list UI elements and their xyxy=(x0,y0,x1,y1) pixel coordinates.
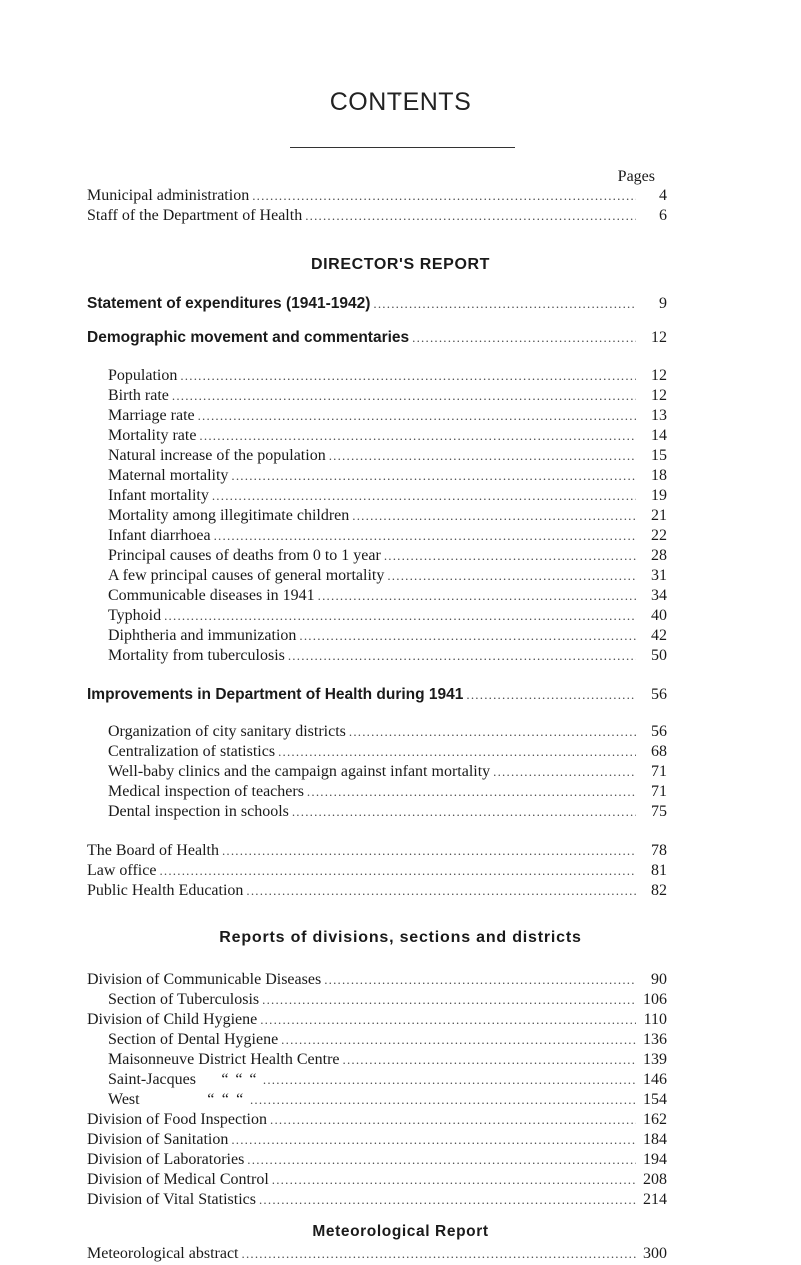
toc-entry xyxy=(87,881,667,901)
toc-entry-page: 9 xyxy=(659,295,667,312)
toc-entry-page: 78 xyxy=(651,842,667,859)
leader-dots xyxy=(466,685,636,705)
toc-entry-page: 6 xyxy=(659,207,667,224)
toc-entry-label: Medical inspection of teachers xyxy=(108,783,304,800)
meteorological-heading: Meteorological Report xyxy=(312,1223,489,1240)
toc-entry-page: 68 xyxy=(651,743,667,760)
toc-entry-page: 208 xyxy=(643,1171,667,1188)
toc-entry-page: 56 xyxy=(651,723,667,740)
toc-entry xyxy=(108,586,667,606)
toc-entry-label: Improvements in Department of Health during 1941 xyxy=(87,686,464,703)
leader-dots xyxy=(299,626,636,646)
leader-dots xyxy=(260,1010,636,1030)
toc-entry-page: 21 xyxy=(651,507,667,524)
toc-entry-page: 12 xyxy=(651,329,667,346)
leader-dots xyxy=(262,990,636,1010)
toc-entry-label: Division of Medical Control xyxy=(87,1171,269,1188)
toc-entry xyxy=(108,626,667,646)
leader-dots xyxy=(288,646,636,666)
leader-dots xyxy=(263,1070,636,1090)
toc-entry-page: 14 xyxy=(651,427,667,444)
toc-entry-page: 34 xyxy=(651,587,667,604)
toc-entry-page: 154 xyxy=(642,1091,667,1108)
leader-dots xyxy=(387,566,636,586)
toc-entry-page: 12 xyxy=(651,367,667,384)
toc-entry xyxy=(108,782,667,802)
leader-dots xyxy=(212,486,636,506)
toc-entry-label: Birth rate xyxy=(108,387,169,404)
toc-entry-page: 139 xyxy=(643,1051,667,1068)
toc-entry xyxy=(108,546,667,566)
toc-entry xyxy=(108,446,667,466)
toc-entry-label: Well-baby clinics and the campaign against infant mortality xyxy=(108,763,491,780)
toc-entry xyxy=(108,762,667,782)
toc-entry-label: Division of Communicable Diseases xyxy=(87,971,322,988)
leader-dots xyxy=(259,1190,636,1210)
page-title: CONTENTS xyxy=(329,88,472,116)
leader-dots xyxy=(352,506,636,526)
toc-entry-page: 19 xyxy=(651,487,667,504)
leader-dots xyxy=(493,762,636,782)
ditto-mark: “ xyxy=(235,1071,243,1088)
leader-dots xyxy=(214,526,636,546)
leader-dots xyxy=(247,1150,636,1170)
toc-entry-label: Mortality among illegitimate children xyxy=(108,507,350,524)
toc-entry xyxy=(108,802,667,822)
leader-dots xyxy=(198,406,636,426)
toc-section-entry xyxy=(87,328,667,348)
title-divider xyxy=(290,147,515,148)
toc-entry xyxy=(87,841,667,861)
leader-dots xyxy=(172,386,636,406)
toc-entry-page: 31 xyxy=(651,567,667,584)
leader-dots xyxy=(164,606,636,626)
toc-entry-page: 82 xyxy=(651,882,667,899)
toc-entry-label: Infant mortality xyxy=(108,487,209,504)
toc-entry xyxy=(108,1090,667,1110)
toc-entry-label: Principal causes of deaths from 0 to 1 year xyxy=(108,547,381,564)
toc-entry-label: Division of Food Inspection xyxy=(87,1111,267,1128)
toc-entry-label: Staff of the Department of Health xyxy=(87,207,303,224)
toc-entry xyxy=(108,386,667,406)
leader-dots xyxy=(222,841,636,861)
toc-entry-label: Marriage rate xyxy=(108,407,195,424)
toc-entry-label: Maternal mortality xyxy=(108,467,229,484)
leader-dots xyxy=(281,1030,636,1050)
leader-dots xyxy=(343,1050,637,1070)
toc-entry-page: 40 xyxy=(651,607,667,624)
leader-dots xyxy=(292,802,636,822)
toc-entry xyxy=(87,1190,667,1210)
leader-dots xyxy=(349,722,636,742)
toc-entry-page: 110 xyxy=(643,1011,667,1028)
toc-entry xyxy=(108,526,667,546)
toc-entry-page: 184 xyxy=(643,1131,667,1148)
toc-entry-page: 146 xyxy=(642,1071,667,1088)
toc-entry-label: The Board of Health xyxy=(87,842,219,859)
toc-entry-page: 13 xyxy=(651,407,667,424)
toc-entry xyxy=(87,1110,667,1130)
toc-entry-page: 18 xyxy=(651,467,667,484)
toc-entry-label: Population xyxy=(108,367,178,384)
leader-dots xyxy=(180,366,636,386)
toc-entry-page: 12 xyxy=(651,387,667,404)
toc-entry xyxy=(108,406,667,426)
leader-dots xyxy=(231,466,636,486)
leader-dots xyxy=(242,1244,637,1264)
toc-entry-label: Centralization of statistics xyxy=(108,743,276,760)
leader-dots xyxy=(246,881,636,901)
toc-entry-label: Demographic movement and commentaries xyxy=(87,329,410,346)
leader-dots xyxy=(252,186,636,206)
toc-entry xyxy=(108,466,667,486)
toc-entry xyxy=(87,186,667,206)
toc-entry xyxy=(87,1170,667,1190)
leader-dots xyxy=(278,742,636,762)
toc-entry-page: 71 xyxy=(651,783,667,800)
toc-entry xyxy=(87,970,667,990)
toc-entry-label: Public Health Education xyxy=(87,882,244,899)
toc-entry xyxy=(108,990,667,1010)
toc-entry-label: Meteorological abstract xyxy=(87,1245,239,1262)
toc-entry xyxy=(87,1010,667,1030)
toc-entry-page: 71 xyxy=(651,763,667,780)
leader-dots xyxy=(384,546,636,566)
toc-entry xyxy=(108,426,667,446)
toc-entry-page: 214 xyxy=(643,1191,667,1208)
toc-entry-page: 136 xyxy=(643,1031,667,1048)
toc-entry-label: Section of Dental Hygiene xyxy=(108,1031,279,1048)
toc-entry-label: Division of Laboratories xyxy=(87,1151,245,1168)
toc-entry-page: 75 xyxy=(651,803,667,820)
director-report-heading: DIRECTOR'S REPORT xyxy=(310,256,491,273)
leader-dots xyxy=(159,861,636,881)
toc-entry-label: Diphtheria and immunization xyxy=(108,627,297,644)
toc-entry-label: Municipal administration xyxy=(87,187,250,204)
toc-entry-page: 194 xyxy=(643,1151,667,1168)
toc-entry-label: Statement of expenditures (1941-1942) xyxy=(87,295,371,312)
toc-entry-label: Natural increase of the population xyxy=(108,447,326,464)
toc-section-entry xyxy=(87,685,667,705)
toc-entry xyxy=(108,566,667,586)
toc-entry-page: 15 xyxy=(651,447,667,464)
leader-dots xyxy=(307,782,636,802)
toc-entry-page: 56 xyxy=(651,686,667,703)
toc-entry xyxy=(87,1130,667,1150)
toc-entry-label: Communicable diseases in 1941 xyxy=(108,587,315,604)
toc-entry xyxy=(108,506,667,526)
toc-entry xyxy=(87,206,667,226)
ditto-mark: “ xyxy=(221,1091,229,1108)
toc-entry-label: Maisonneuve District Health Centre xyxy=(108,1051,340,1068)
toc-entry xyxy=(108,1070,667,1090)
toc-entry xyxy=(108,366,667,386)
toc-entry-label: Typhoid xyxy=(108,607,162,624)
leader-dots xyxy=(231,1130,636,1150)
toc-entry-page: 81 xyxy=(651,862,667,879)
toc-entry-page: 28 xyxy=(651,547,667,564)
toc-entry xyxy=(108,606,667,626)
toc-entry-page: 300 xyxy=(643,1245,667,1262)
toc-entry-label: Division of Sanitation xyxy=(87,1131,229,1148)
toc-entry-label: Section of Tuberculosis xyxy=(108,991,260,1008)
toc-entry xyxy=(108,742,667,762)
toc-entry xyxy=(87,1244,667,1264)
leader-dots xyxy=(324,970,636,990)
toc-entry-page: 42 xyxy=(651,627,667,644)
toc-entry-label: Mortality rate xyxy=(108,427,197,444)
pages-column-label: Pages xyxy=(617,168,655,185)
leader-dots xyxy=(270,1110,636,1130)
toc-entry-label: Saint-Jacques xyxy=(108,1071,196,1088)
toc-entry xyxy=(108,1030,667,1050)
toc-entry-label: West xyxy=(108,1091,140,1108)
toc-entry-page: 106 xyxy=(643,991,667,1008)
toc-entry-label: Organization of city sanitary districts xyxy=(108,723,346,740)
ditto-mark: “ xyxy=(249,1071,257,1088)
toc-section-entry xyxy=(87,294,667,314)
leader-dots xyxy=(250,1090,636,1110)
toc-entry xyxy=(87,1150,667,1170)
toc-entry-label: Mortality from tuberculosis xyxy=(108,647,285,664)
toc-entry-page: 90 xyxy=(651,971,667,988)
toc-entry-page: 162 xyxy=(643,1111,667,1128)
leader-dots xyxy=(373,294,636,314)
toc-entry-page: 4 xyxy=(659,187,667,204)
toc-entry-page: 50 xyxy=(651,647,667,664)
leader-dots xyxy=(272,1170,636,1190)
leader-dots xyxy=(329,446,636,466)
toc-entry xyxy=(87,861,667,881)
ditto-mark: “ xyxy=(236,1091,244,1108)
toc-entry-label: Division of Vital Statistics xyxy=(87,1191,256,1208)
reports-heading: Reports of divisions, sections and districts xyxy=(219,929,582,946)
toc-entry xyxy=(108,646,667,666)
toc-entry-label: Dental inspection in schools xyxy=(108,803,289,820)
toc-entry-page: 22 xyxy=(651,527,667,544)
toc-entry-label: Division of Child Hygiene xyxy=(87,1011,258,1028)
toc-entry-label: Law office xyxy=(87,862,157,879)
toc-entry-label: Infant diarrhoea xyxy=(108,527,211,544)
toc-entry-label: A few principal causes of general mortality xyxy=(108,567,385,584)
leader-dots xyxy=(199,426,636,446)
ditto-mark: “ xyxy=(207,1091,215,1108)
ditto-mark: “ xyxy=(221,1071,229,1088)
toc-entry xyxy=(108,722,667,742)
leader-dots xyxy=(318,586,636,606)
leader-dots xyxy=(305,206,636,226)
toc-entry xyxy=(108,486,667,506)
toc-entry xyxy=(108,1050,667,1070)
leader-dots xyxy=(412,328,636,348)
